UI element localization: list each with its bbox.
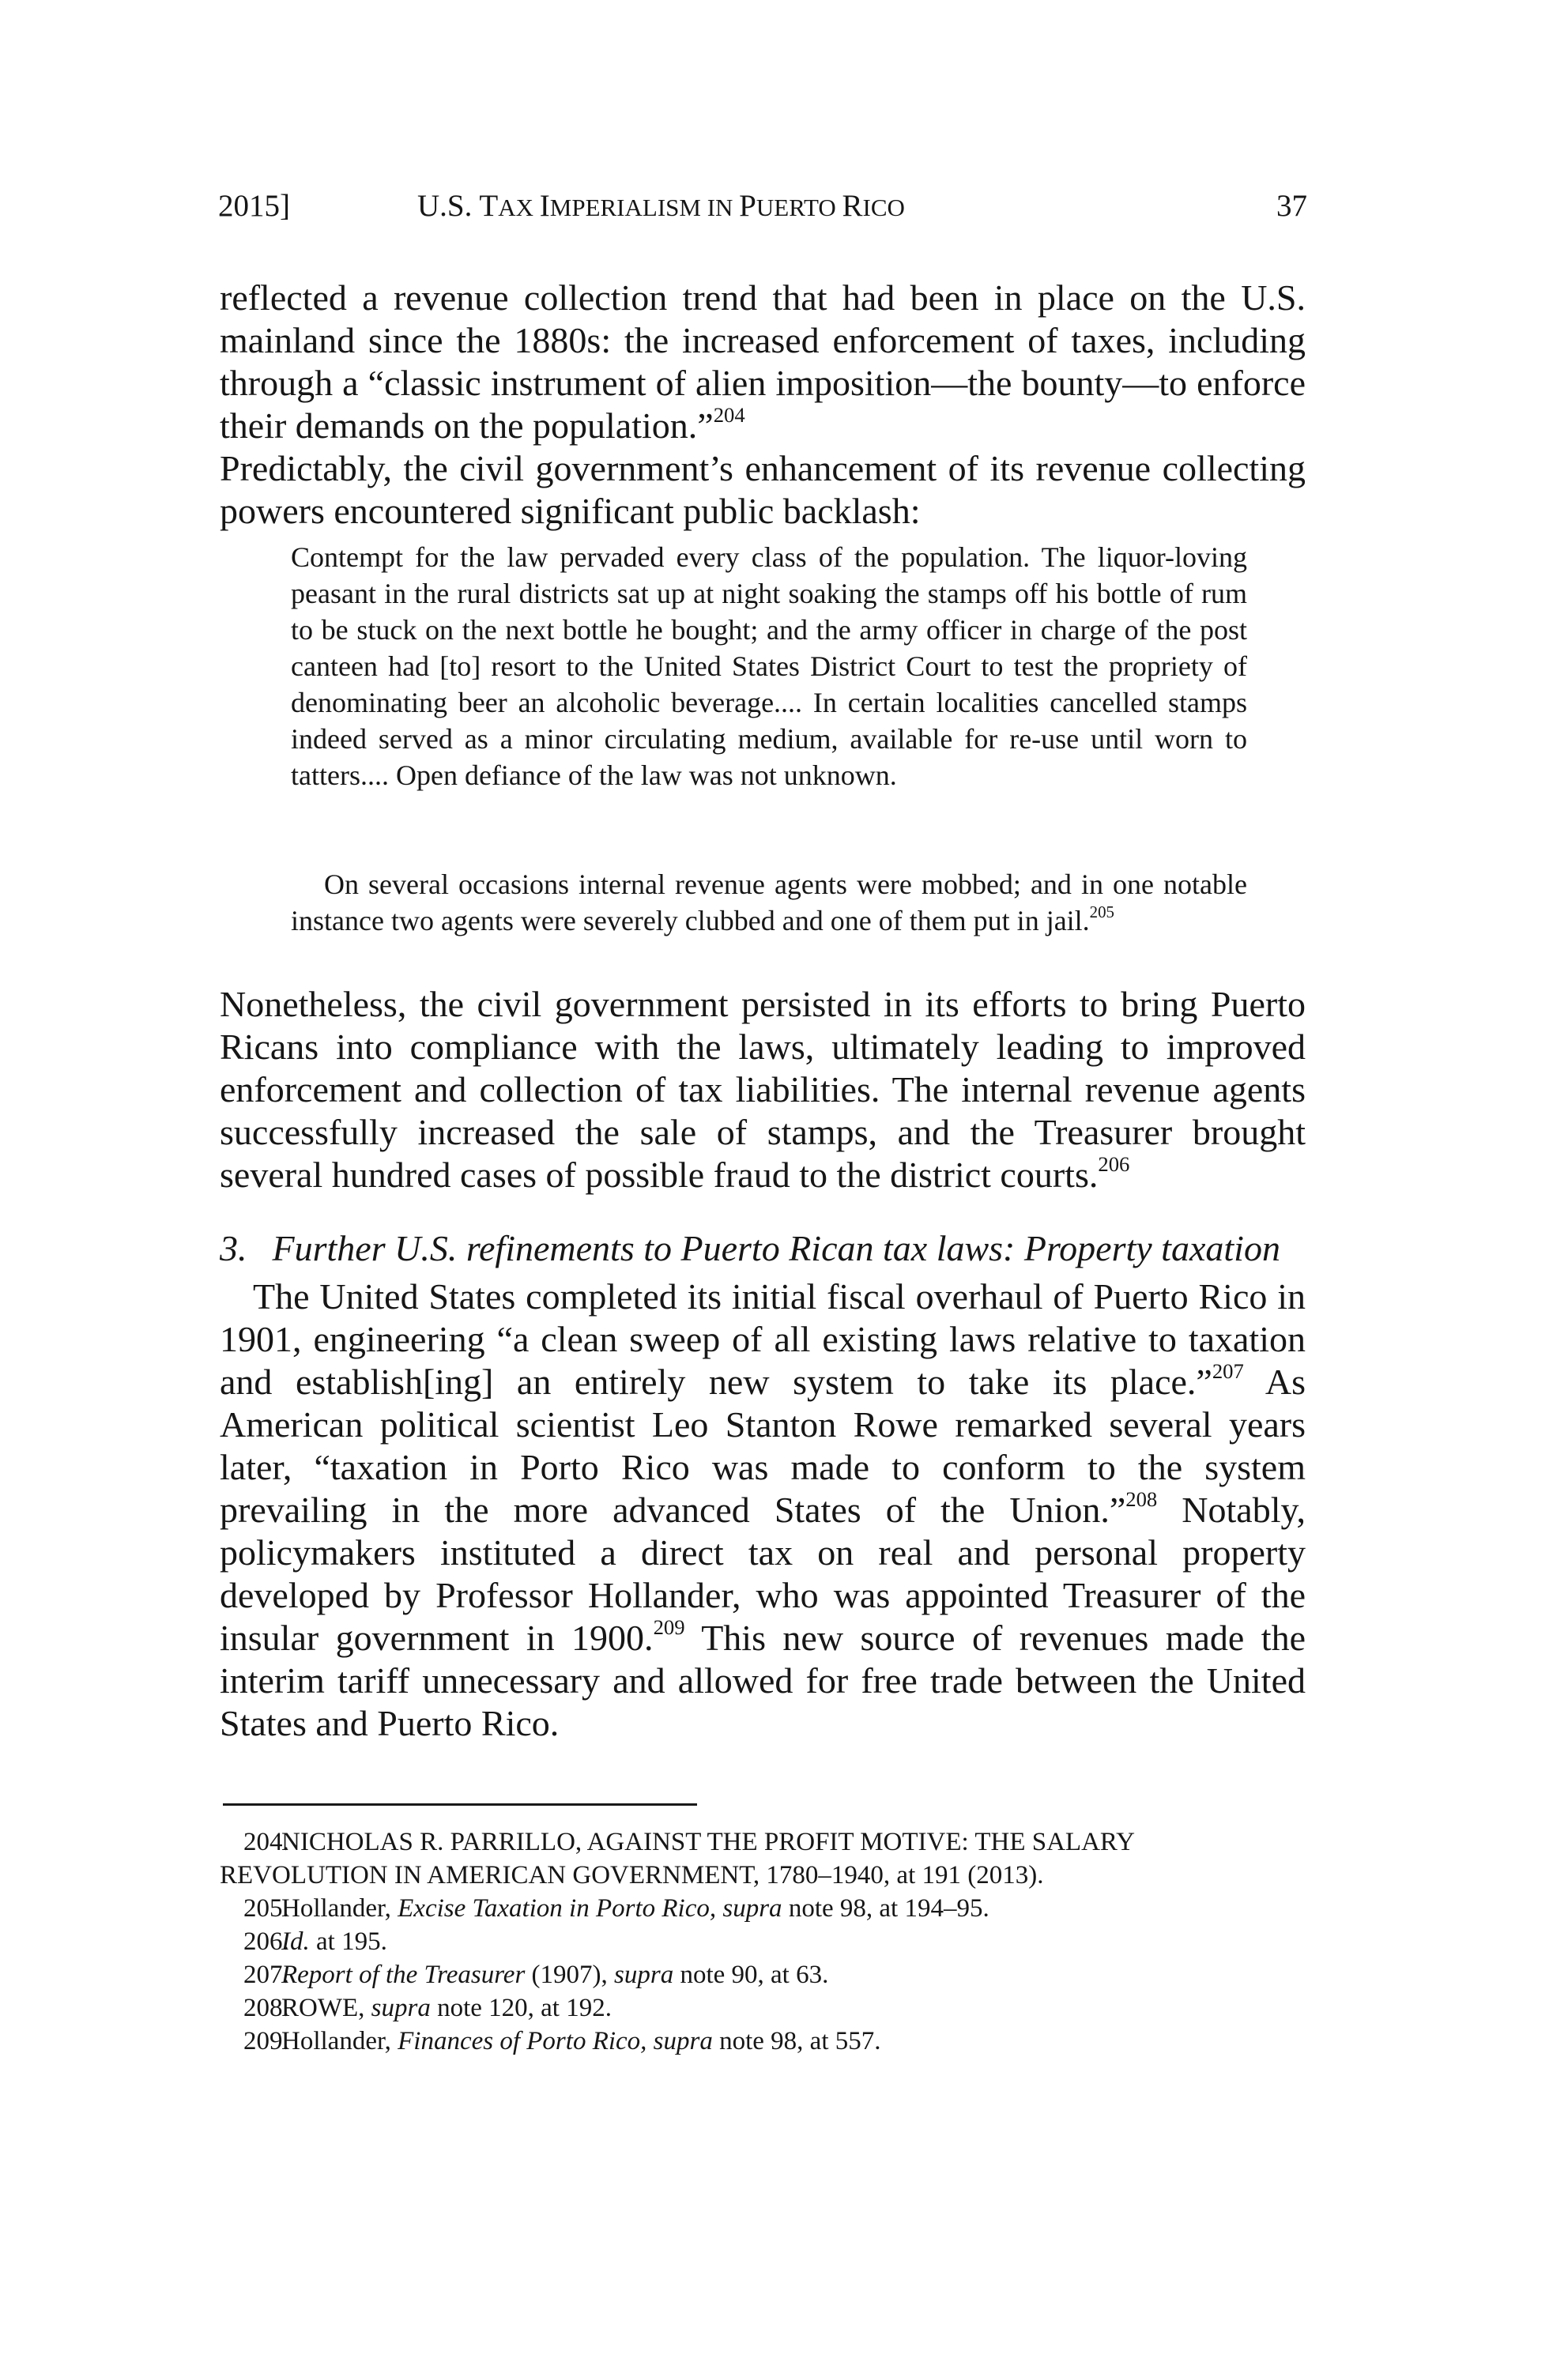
footnote-ref-206[interactable]: 206: [1098, 1151, 1130, 1176]
footnotes-section: [220, 1825, 1306, 2058]
footnote-205: 205.Hollander, Excise Taxation in Porto Rico, supra note 98, at 194–95.: [243, 1894, 989, 1923]
body-paragraph-1: reflected a revenue collection trend that had been in place on the U.S. mainland since the 1880s: the increased enforcement of taxes, including through a “classic instrument of alien imposition—the bounty—to enforce their demands on the population.”$^{204}$: [220, 277, 1306, 446]
header-article-title: U.S. TAX IMPERIALISM IN PUERTO RICO: [417, 189, 905, 223]
body-paragraph-2: Predictably, the civil government’s enhancement of its revenue collecting powers encountered significant public backlash:: [220, 448, 1306, 531]
section-heading: [220, 1226, 1306, 1271]
block-quote-paragraph-1: Contempt for the law pervaded every class of the population. The liquor-loving peasant in the rural districts sat up at night soaking the stamps off his bottle of rum to be stuck on the next bottle he bought; and the army officer in charge of the post canteen had [to] resort to the United States District Court to test the propriety of denominating beer an alcoholic beverage.... In certain localities cancelled stamps indeed served as a minor circulating medium, available for re-use until worn to tatters.... Open defiance of the law was not unknown.: [291, 541, 1247, 791]
footnote-206: 206.Id. at 195.: [243, 1927, 387, 1956]
footnote-208: 208.ROWE, supra note 120, at 192.: [243, 1994, 612, 2022]
footnote-divider: [223, 1803, 697, 1806]
footnote-ref-208[interactable]: 208: [1125, 1486, 1158, 1511]
section-heading-number: 3.: [220, 1228, 247, 1268]
footnote-ref-209[interactable]: 209: [653, 1614, 685, 1639]
footnote-ref-207[interactable]: 207: [1212, 1358, 1244, 1383]
footnote-209: 209.Hollander, Finances of Porto Rico, supra note 98, at 557.: [243, 2027, 881, 2055]
footnote-204: 204.NICHOLAS R. PARRILLO, AGAINST THE PROFIT MOTIVE: THE SALARY REVOLUTION IN AMERICAN GOVERNMENT, 1780–1940, at 191 (2013).: [220, 1828, 1134, 1889]
header-volume-year: 2015]: [218, 189, 290, 223]
body-paragraph-3: Nonetheless, the civil government persisted in its efforts to bring Puerto Ricans into compliance with the laws, ultimately leading to improved enforcement and collection of tax liabilities. The internal revenue agents successfully increased the sale of stamps, and the Treasurer brought several hundred cases of possible fraud to the district courts.$^{206}$: [220, 984, 1306, 1195]
header-page-number: 37: [1276, 189, 1307, 223]
footnote-ref-205[interactable]: 205: [1089, 902, 1114, 921]
section-heading-text: Further U.S. refinements to Puerto Rican tax laws: Property taxation: [272, 1228, 1280, 1268]
block-quote-paragraph-2: On several occasions internal revenue agents were mobbed; and in one notable instance two agents were severely clubbed and one of them put in jail.$^{205}$: [291, 868, 1247, 936]
running-header: [218, 188, 1307, 235]
body-paragraph-4: The United States completed its initial fiscal overhaul of Puerto Rico in 1901, engineering “a clean sweep of all existing laws relative to taxation and establish[ing] an entirely new system to take its place.”$^{207}$ As American political scientist Leo Stanton Rowe remarked several years later, “taxation in Porto Rico was made to conform to the system prevailing in the more advanced States of the Union.”$^{208}$ Notably, policymakers instituted a direct tax on real and personal property developed by Professor Hollander, who was appointed Treasurer of the insular government in 1900.$^{209}$ This new source of revenues made the interim tariff unnecessary and allowed for free trade between the United States and Puerto Rico.: [220, 1276, 1306, 1743]
footnote-ref-204[interactable]: 204: [713, 402, 745, 427]
footnote-207: 207.Report of the Treasurer (1907), supra note 90, at 63.: [243, 1961, 829, 1989]
